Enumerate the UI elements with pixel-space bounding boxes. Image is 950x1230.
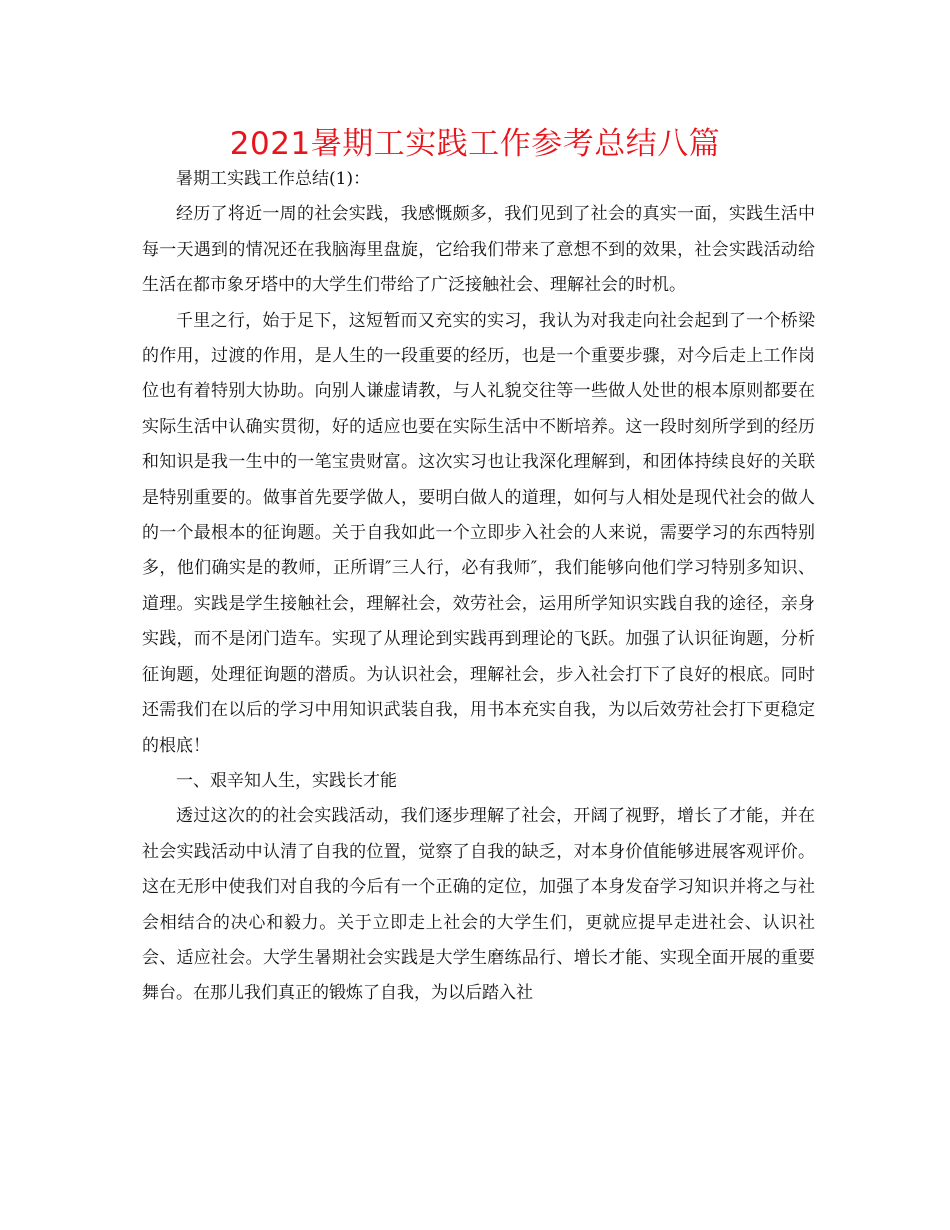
- document-title: 2021暑期工实践工作参考总结八篇: [229, 126, 721, 162]
- section-heading: 一、艰辛知人生，实践长才能: [176, 770, 397, 791]
- body-paragraph: 透过这次的的社会实践活动，我们逐步理解了社会，开阔了视野，增长了才能，并在社会实践活动中认清了自我的位置，觉察了自我的缺乏，对本身价值能够进展客观评价。这在无形中使我们对自我的今后有一个正确的定位，加强了本身发奋学习知识并将之与社会相结合的决心和毅力。关于立即走上社会的大学生们，更就应提早走进社会、认识社会、适应社会。大学生暑期社会实践是大学生磨练品行、增长才能、实现全面开展的重要舞台。在那儿我们真正的锻炼了自我，为以后踏入社: [142, 806, 815, 1004]
- body-paragraph: 千里之行，始于足下，这短暂而又充实的实习，我认为对我走向社会起到了一个桥梁的作用，过渡的作用，是人生的一段重要的经历，也是一个重要步骤，对今后走上工作岗位也有着特别大协助。向别人谦虚请教，与人礼貌交往等一些做人处世的根本原则都要在实际生活中认确实贯彻，好的适应也要在实际生活中不断培养。这一段时刻所学到的经历和知识是我一生中的一笔宝贵财富。这次实习也让我深化理解到，和团体持续良好的关联是特别重要的。做事首先要学做人，要明白做人的道理，如何与人相处是现代社会的做人的一个最根本的征询题。关于自我如此一个立即步入社会的人来说，需要学习的东西特别多，他们确实是的教师，正所谓″三人行，必有我师″，我们能够向他们学习特别多知识、道理。实践是学生接触社会，理解社会，效劳社会，运用所学知识实践自我的途径，亲身实践，而不是闭门造车。实现了从理论到实践再到理论的飞跃。加强了认识征询题，分析征询题，处理征询题的潜质。为认识社会，理解社会，步入社会打下了良好的根底。同时还需我们在以后的学习中用知识武装自我，用书本充实自我，为以后效劳社会打下更稳定的根底！: [142, 310, 815, 756]
- body-paragraph: 经历了将近一周的社会实践，我感慨颇多，我们见到了社会的真实一面，实践生活中每一天遇到的情况还在我脑海里盘旋，它给我们带来了意想不到的效果，社会实践活动给生活在都市象牙塔中的大学生们带给了广泛接触社会、理解社会的时机。: [142, 204, 815, 296]
- section-heading: 暑期工实践工作总结(1)：: [176, 169, 371, 189]
- document-body: [142, 162, 815, 1012]
